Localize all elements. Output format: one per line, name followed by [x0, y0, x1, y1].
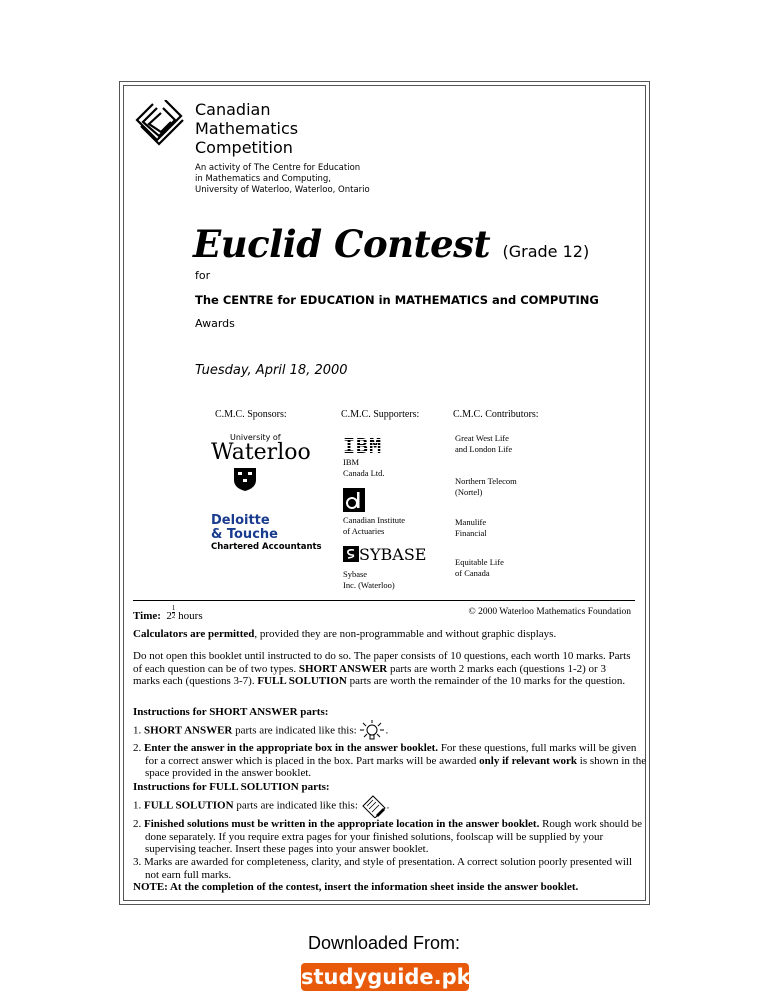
org-subtitle: An activity of The Centre for Education in Mathematics and Computing, University of Waterloo, Waterloo, Ontario [195, 163, 370, 195]
divider [133, 600, 635, 601]
general-instructions: Do not open this booklet until instructed to do so. The paper consists of 10 questions, each worth 10 marks. Parts of each question can be of two types. SHORT ANSWER parts are worth 2 marks each (questions 1-2) or 3 marks each (questions 3-7). FULL SOLUTION parts are worth the remainder of the 10 marks for the question. [133, 650, 631, 687]
sybase-name: Sybase Inc. (Waterloo) [343, 569, 395, 590]
contributor-item: Manulife Financial [455, 517, 487, 538]
pencil-paper-icon [361, 794, 387, 818]
chartered-accountants: Chartered Accountants [211, 542, 322, 552]
full-solution-item-1: 1. FULL SOLUTION parts are indicated like this: . [133, 794, 635, 818]
contributor-item: Equitable Life of Canada [455, 557, 504, 578]
contributor-item: Great West Life and London Life [455, 433, 513, 454]
calculators-note: Calculators are permitted, provided they are non-programmable and without graphic displays. [133, 628, 557, 640]
awards-label: Awards [195, 317, 235, 330]
org-name: Canadian Mathematics Competition [195, 100, 299, 157]
sybase-logo: SYBASE [343, 545, 426, 564]
full-solution-heading: Instructions for FULL SOLUTION parts: [133, 781, 330, 793]
contest-date: Tuesday, April 18, 2000 [195, 363, 348, 378]
copyright: © 2000 Waterloo Mathematics Foundation [468, 607, 631, 617]
short-answer-item-2: 2. Enter the answer in the appropriate box in the answer booklet. For these questions, full marks will be given for a correct answer which is placed in the box. Part marks will be awarded only if relevant work is shown in the space provided in the answer booklet. [133, 742, 647, 779]
cia-name: Canadian Institute of Actuaries [343, 515, 406, 536]
downloaded-from-text: Downloaded From: [307, 933, 461, 953]
short-answer-heading: Instructions for SHORT ANSWER parts: [133, 706, 329, 718]
contest-title: Euclid Contest (Grade 12) [193, 222, 590, 266]
uw-crest-icon [232, 466, 258, 492]
sponsors-heading: C.M.C. Sponsors: [215, 409, 287, 420]
supporters-heading: C.M.C. Supporters: [341, 409, 420, 420]
full-solution-item-2: 2. Finished solutions must be written in the appropriate location in the answer booklet. Rough work should be done separately. If you require extra pages for your finished solutions, foolscap will be supplied by your supervising teacher. Insert these pages into your answer booklet. [133, 818, 642, 855]
cia-logo-icon [343, 488, 365, 512]
ibm-name: IBM Canada Ltd. [343, 457, 385, 478]
short-answer-item-1: 1. SHORT ANSWER parts are indicated like this: . [133, 719, 635, 743]
sybase-icon [343, 546, 359, 562]
note: NOTE: At the completion of the contest, insert the information sheet inside the answer booklet. [133, 881, 579, 893]
cmc-logo-icon [133, 100, 185, 148]
lightbulb-icon [359, 719, 385, 743]
studyguide-badge[interactable]: studyguide.pk [301, 965, 471, 989]
uw-wordmark: Waterloo [211, 440, 311, 465]
for-label: for [195, 269, 211, 282]
full-solution-item-3: 3. Marks are awarded for completeness, clarity, and style of presentation. A correct solution poorly presented will not earn full marks. [133, 856, 633, 881]
time-allowed: Time: 2 $\frac{1}{2}$ hours [133, 604, 203, 622]
ibm-logo: IBM [343, 434, 383, 458]
contributor-item: Northern Telecom (Nortel) [455, 476, 517, 497]
centre-name: The CENTRE for EDUCATION in MATHEMATICS and COMPUTING [195, 293, 599, 307]
contributors-heading: C.M.C. Contributors: [453, 409, 539, 420]
deloitte-logo: Deloitte & Touche [211, 513, 278, 542]
uw-small-text: University of [230, 433, 281, 442]
